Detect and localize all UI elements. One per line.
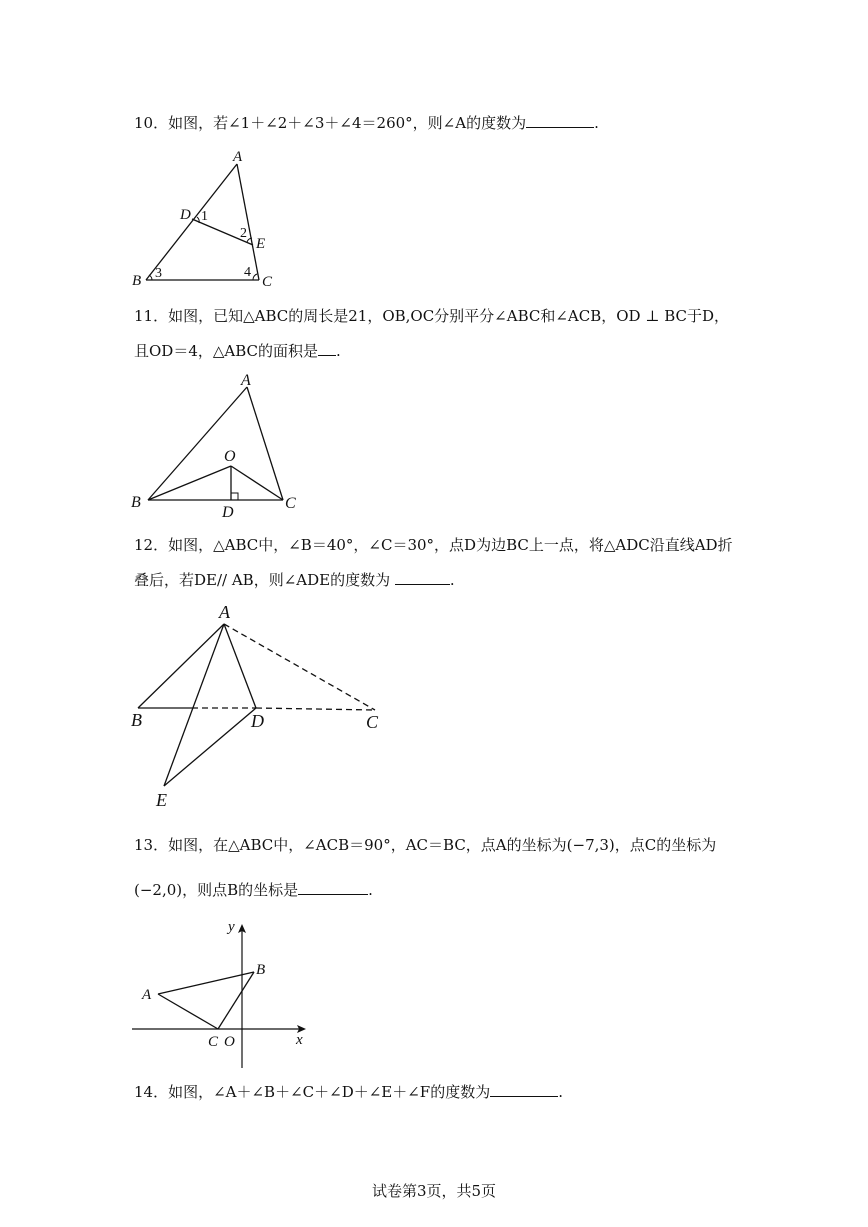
question-12-figure	[120, 600, 395, 812]
label-O: O	[224, 448, 236, 465]
label-D: D	[222, 504, 234, 521]
question-13-line1: 13．如图，在△ABC中，∠ACB＝90°，AC＝BC，点A的坐标为(−7,3)，点C的坐标为	[134, 836, 717, 854]
answer-blank	[526, 113, 594, 128]
label-3: 3	[155, 266, 162, 281]
label-D: D	[180, 207, 191, 223]
question-11-line1: 11．如图，已知△ABC的周长是21，OB,OC分别平分∠ABC和∠ACB，OD ⊥ BC于D，	[134, 307, 730, 325]
question-10-figure	[120, 146, 290, 291]
question-10-text: 10．如图，若∠1＋∠2＋∠3＋∠4＝260°，则∠A的度数为 .	[134, 114, 599, 132]
question-11-line2: 且OD＝4，△ABC的面积是 .	[134, 342, 341, 360]
label-4: 4	[244, 265, 251, 280]
label-O: O	[224, 1034, 235, 1050]
label-B: B	[131, 494, 141, 511]
label-B: B	[256, 962, 266, 978]
question-10-stem: 10．如图，若∠1＋∠2＋∠3＋∠4＝260°，则∠A的度数为	[134, 114, 527, 132]
label-D: D	[251, 711, 264, 731]
question-13-line2: (−2,0)，则点B的坐标是 .	[134, 881, 373, 899]
label-y: y	[228, 919, 235, 935]
question-13-figure	[122, 912, 322, 1072]
answer-blank	[318, 341, 336, 356]
answer-blank	[395, 570, 450, 585]
label-A: A	[142, 987, 152, 1003]
label-2: 2	[240, 226, 247, 241]
label-C: C	[285, 495, 296, 512]
label-A: A	[241, 372, 251, 389]
label-B: B	[132, 273, 142, 289]
question-11-figure	[124, 368, 314, 523]
label-E: E	[156, 790, 167, 810]
answer-blank	[298, 880, 368, 895]
question-14-text: 14．如图，∠A＋∠B＋∠C＋∠D＋∠E＋∠F的度数为 .	[134, 1083, 563, 1101]
label-1: 1	[201, 209, 208, 224]
label-A: A	[233, 149, 243, 165]
page-footer: 试卷第3页，共5页	[371, 1182, 497, 1200]
label-C: C	[208, 1034, 219, 1050]
question-12-line2: 叠后，若DE// AB，则∠ADE的度数为 .	[134, 571, 455, 589]
answer-blank	[490, 1082, 558, 1097]
label-C: C	[262, 274, 273, 290]
question-14-stem: 14．如图，∠A＋∠B＋∠C＋∠D＋∠E＋∠F的度数为	[134, 1083, 491, 1101]
label-B: B	[131, 710, 142, 730]
question-12-line1: 12．如图，△ABC中，∠B＝40°，∠C＝30°，点D为边BC上一点，将△ADC沿直线AD折	[134, 536, 733, 554]
label-E: E	[256, 236, 266, 252]
label-x: x	[296, 1032, 303, 1048]
label-C: C	[366, 712, 379, 732]
label-A: A	[219, 602, 230, 622]
